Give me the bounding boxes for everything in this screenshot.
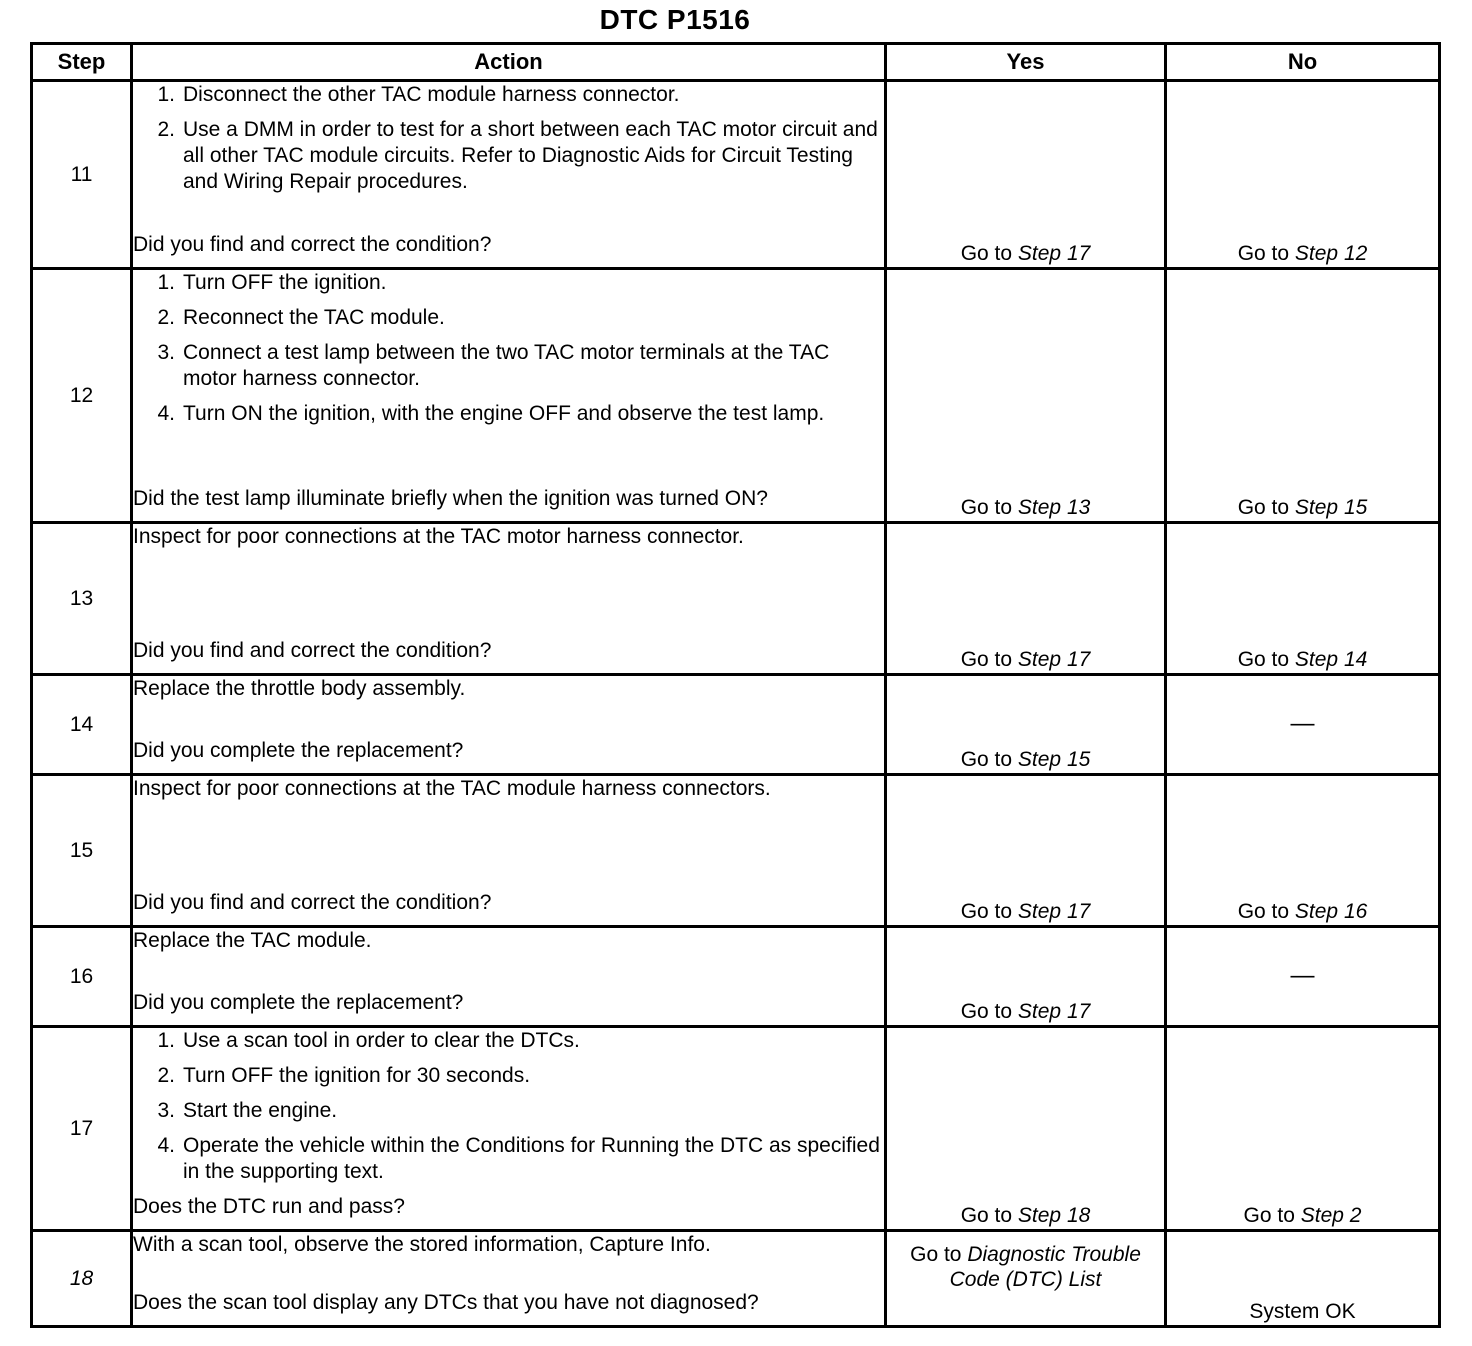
action-question: Did you find and correct the condition? [133, 891, 492, 914]
no-cell[interactable]: Go to Step 16 [1166, 775, 1440, 927]
header-row [32, 44, 1440, 81]
yes-cell[interactable]: Go to Step 18 [886, 1027, 1166, 1231]
yes-step-link[interactable]: Step 13 [1017, 496, 1091, 519]
action-text: Inspect for poor connections at the TAC module harness connectors. [133, 777, 771, 800]
action-cell [132, 81, 886, 269]
list-item: 3. Connect a test lamp between the two TAC motor terminals at the TAC motor harness connector. [157, 341, 830, 390]
yes-cell[interactable]: Go to Step 17 [886, 81, 1166, 269]
table-row [32, 269, 1440, 523]
action-cell [132, 1027, 886, 1231]
no-cell [1166, 927, 1440, 1027]
action-text: With a scan tool, observe the stored information, Capture Info. [133, 1233, 711, 1256]
yes-step-link[interactable]: Step 15 [1017, 748, 1091, 771]
no-step-link[interactable]: Step 2 [1300, 1204, 1362, 1227]
yes-step-link[interactable]: Step 17 [1017, 648, 1091, 671]
header-yes: Yes [886, 44, 1166, 81]
action-steps [133, 1028, 884, 1194]
table-row [32, 775, 1440, 927]
yes-cell[interactable]: Go to Step 15 [886, 675, 1166, 775]
no-step-link[interactable]: Step 12 [1294, 242, 1368, 265]
yes-step-link[interactable]: Step 17 [1017, 1000, 1091, 1023]
action-question: Did you complete the replacement? [133, 739, 464, 762]
no-cell[interactable]: Go to Step 14 [1166, 523, 1440, 675]
dtc-table [30, 42, 1441, 1328]
list-item: 1. Disconnect the other TAC module harness connector. [157, 83, 680, 106]
list-item: 2. Reconnect the TAC module. [157, 306, 445, 329]
header-no: No [1166, 44, 1440, 81]
action-text: Replace the TAC module. [133, 929, 372, 952]
system-ok-text: System OK [1249, 1300, 1356, 1323]
no-dash: — [1290, 710, 1315, 737]
list-item: 1. Turn OFF the ignition. [157, 271, 387, 294]
list-item: 4. Turn ON the ignition, with the engine OFF and observe the test lamp. [157, 402, 825, 425]
header-action: Action [132, 44, 886, 81]
action-cell [132, 675, 886, 775]
table-row [32, 1027, 1440, 1231]
step-number: 17 [32, 1027, 132, 1231]
no-cell [1166, 1231, 1440, 1327]
action-text: Replace the throttle body assembly. [133, 677, 466, 700]
yes-cell[interactable]: Go to Step 17 [886, 775, 1166, 927]
action-cell [132, 523, 886, 675]
table-row [32, 1231, 1440, 1327]
list-item: 1. Use a scan tool in order to clear the DTCs. [157, 1029, 580, 1052]
step-number: 16 [32, 927, 132, 1027]
action-question: Did the test lamp illuminate briefly when the ignition was turned ON? [133, 487, 768, 510]
step-number: 15 [32, 775, 132, 927]
step-number: 14 [32, 675, 132, 775]
list-item: 4. Operate the vehicle within the Conditions for Running the DTC as specified in the supporting text. [157, 1134, 880, 1183]
action-question: Did you complete the replacement? [133, 991, 464, 1014]
step-number: 13 [32, 523, 132, 675]
no-step-link[interactable]: Step 16 [1294, 900, 1368, 923]
action-cell [132, 927, 886, 1027]
step-number: 11 [32, 81, 132, 269]
yes-step-link[interactable]: Step 17 [1017, 900, 1091, 923]
no-cell[interactable]: Go to Step 2 [1166, 1027, 1440, 1231]
action-question: Does the DTC run and pass? [133, 1195, 405, 1218]
action-question: Does the scan tool display any DTCs that you have not diagnosed? [133, 1291, 759, 1314]
list-item: 2. Turn OFF the ignition for 30 seconds. [157, 1064, 531, 1087]
no-dash: — [1290, 962, 1315, 989]
yes-cell[interactable]: Go to Diagnostic Trouble Code (DTC) List [886, 1231, 1166, 1327]
action-steps [133, 270, 884, 436]
table-row [32, 675, 1440, 775]
action-text: Inspect for poor connections at the TAC motor harness connector. [133, 525, 744, 548]
yes-cell[interactable]: Go to Step 13 [886, 269, 1166, 523]
yes-cell[interactable]: Go to Step 17 [886, 927, 1166, 1027]
action-question: Did you find and correct the condition? [133, 639, 492, 662]
header-step: Step [32, 44, 132, 81]
action-question: Did you find and correct the condition? [133, 233, 492, 256]
dtc-list-link[interactable]: Diagnostic Trouble Code (DTC) List [949, 1243, 1141, 1291]
step-number: 12 [32, 269, 132, 523]
yes-cell[interactable]: Go to Step 17 [886, 523, 1166, 675]
step-number: 18 [32, 1231, 132, 1327]
action-cell [132, 269, 886, 523]
yes-step-link[interactable]: Step 18 [1017, 1204, 1091, 1227]
table-row [32, 523, 1440, 675]
no-cell[interactable]: Go to Step 12 [1166, 81, 1440, 269]
list-item: 3. Start the engine. [157, 1099, 338, 1122]
action-cell [132, 775, 886, 927]
no-step-link[interactable]: Step 14 [1294, 648, 1368, 671]
action-cell [132, 1231, 886, 1327]
yes-step-link[interactable]: Step 17 [1017, 242, 1091, 265]
no-cell [1166, 675, 1440, 775]
no-cell[interactable]: Go to Step 15 [1166, 269, 1440, 523]
no-step-link[interactable]: Step 15 [1294, 496, 1368, 519]
table-row [32, 81, 1440, 269]
action-steps [133, 82, 884, 204]
list-item: 2. Use a DMM in order to test for a short between each TAC motor circuit and all other TAC module circuits. Refer to Diagnostic Aids for Circuit Testing and Wiring Repair procedures. [157, 118, 878, 193]
page-title: DTC P1516 [599, 4, 751, 35]
table-row [32, 927, 1440, 1027]
